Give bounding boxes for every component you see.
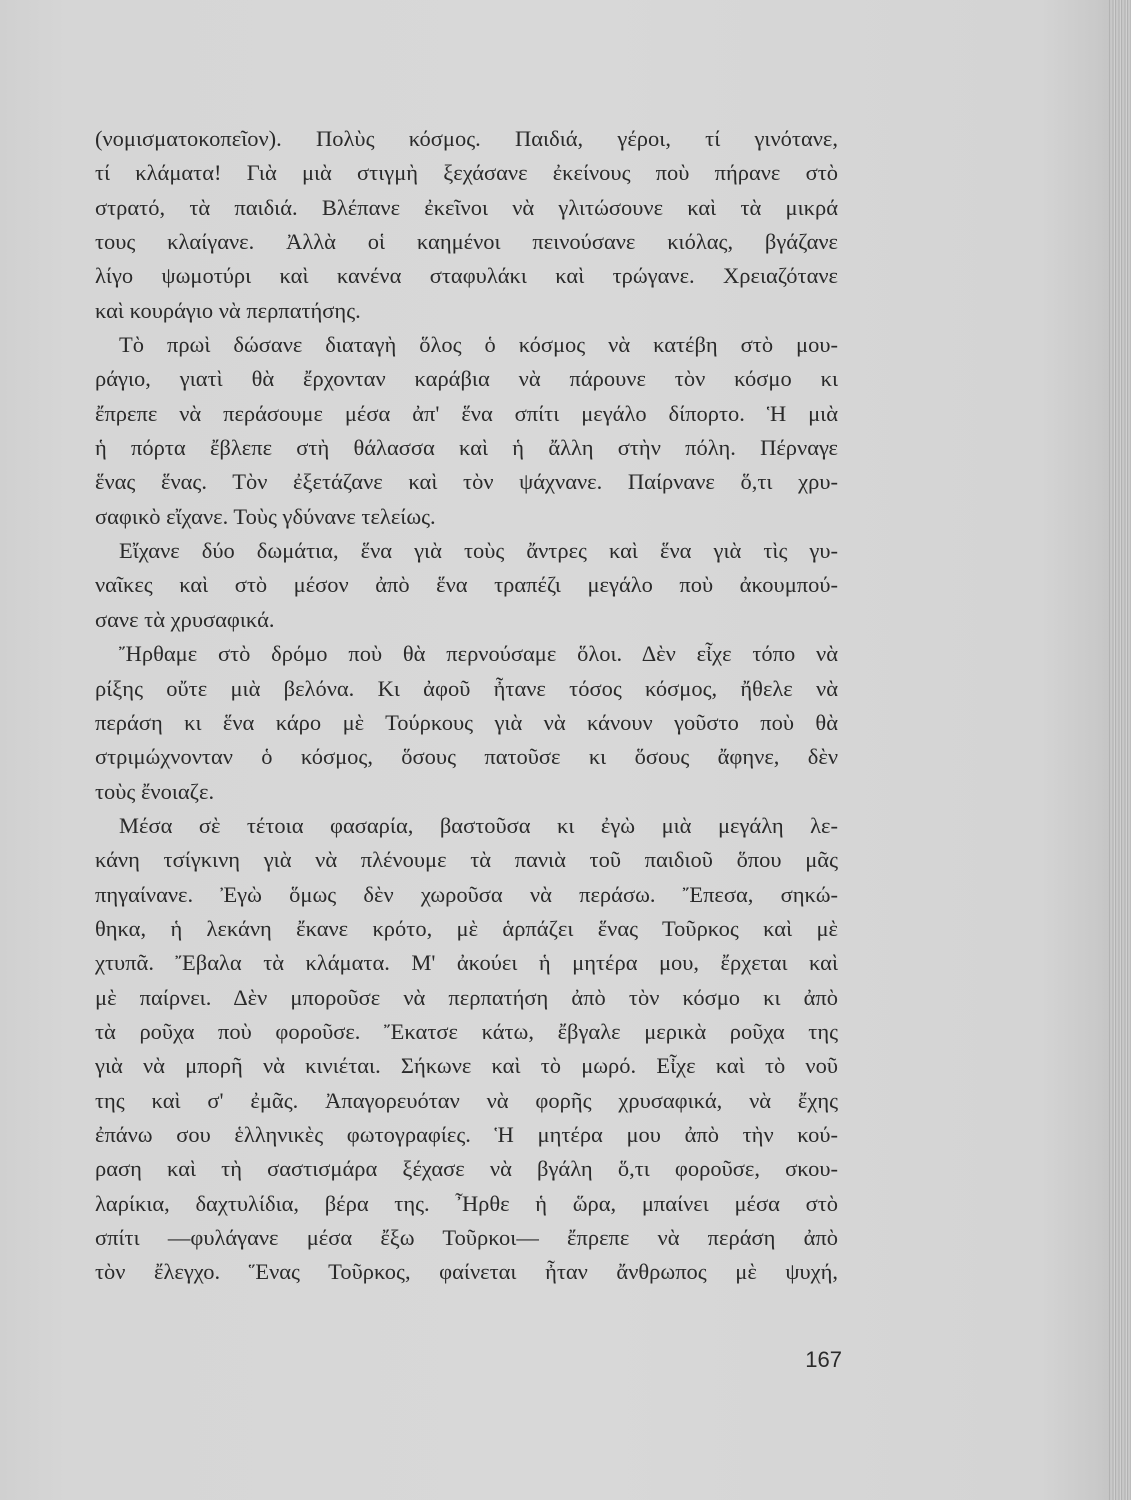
text-line: ἕνας ἕνας. Τὸν ἐξετάζανε καὶ τὸν ψάχνανε. Παίρνανε ὅ,τι χρυ- <box>95 469 838 495</box>
body-text <box>95 122 838 1290</box>
text-line: ραση καὶ τὴ σαστισμάρα ξέχασε νὰ βγάλη ὅ,τι φοροῦσε, σκου- <box>95 1156 838 1182</box>
text-line: (νομισματοκοπεῖον). Πολὺς κόσμος. Παιδιά, γέροι, τί γινότανε, <box>95 126 838 151</box>
text-line: Μέσα σὲ τέτοια φασαρία, βαστοῦσα κι ἐγὼ μιὰ μεγάλη λε- <box>119 812 838 838</box>
text-line: σαφικὸ εἴχανε. Τοὺς γδύνανε τελείως. <box>95 503 436 529</box>
text-line: της καὶ σ' ἐμᾶς. Ἀπαγορευόταν νὰ φορῆς χρυσαφικά, νὰ ἔχης <box>95 1087 838 1113</box>
text-line: ναῖκες καὶ στὸ μέσον ἀπὸ ἕνα τραπέζι μεγάλο ποὺ ἀκουμπού- <box>95 572 838 598</box>
text-line: τοὺς ἔνοιαζε. <box>95 778 215 804</box>
text-line: σανε τὰ χρυσαφικά. <box>95 606 275 632</box>
text-line: ράγιο, γιατὶ θὰ ἔρχονταν καράβια νὰ πάρουνε τὸν κόσμο κι <box>95 366 838 392</box>
text-line: ἔπρεπε νὰ περάσουμε μέσα ἀπ' ἕνα σπίτι μεγάλο δίπορτο. Ἡ μιὰ <box>95 400 838 426</box>
text-line: τί κλάματα! Γιὰ μιὰ στιγμὴ ξεχάσανε ἐκείνους ποὺ πήρανε στὸ <box>95 160 838 186</box>
page-edge <box>1109 0 1131 1500</box>
text-line: στρατό, τὰ παιδιά. Βλέπανε ἐκεῖνοι νὰ γλιτώσουνε καὶ τὰ μικρά <box>95 194 838 220</box>
text-line: καὶ κουράγιο νὰ περπατήσης. <box>95 297 361 323</box>
text-line: ρίξης οὔτε μιὰ βελόνα. Κι ἀφοῦ ἦτανε τόσος κόσμος, ἤθελε νὰ <box>95 675 838 701</box>
text-line: λίγο ψωμοτύρι καὶ κανένα σταφυλάκι καὶ τρώγανε. Χρειαζότανε <box>95 263 838 289</box>
text-line: τὸν ἔλεγχο. Ἕνας Τοῦρκος, φαίνεται ἦταν ἄνθρωπος μὲ ψυχή, <box>95 1259 838 1285</box>
text-line: ἡ πόρτα ἔβλεπε στὴ θάλασσα καὶ ἡ ἄλλη στὴν πόλη. Πέρναγε <box>95 435 838 461</box>
page-number: 167 <box>805 1347 842 1372</box>
text-line: τους κλαίγανε. Ἀλλὰ οἱ καημένοι πεινούσανε κιόλας, βγάζανε <box>95 229 838 255</box>
text-line: περάση κι ἕνα κάρο μὲ Τούρκους γιὰ νὰ κάνουν γοῦστο ποὺ θὰ <box>95 709 838 735</box>
text-line: σπίτι —φυλάγανε μέσα ἔξω Τοῦρκοι— ἔπρεπε νὰ περάση ἀπὸ <box>95 1225 838 1250</box>
text-line: Εἴχανε δύο δωμάτια, ἕνα γιὰ τοὺς ἄντρες καὶ ἕνα γιὰ τὶς γυ- <box>119 538 838 564</box>
text-line: Τὸ πρωὶ δώσανε διαταγὴ ὅλος ὁ κόσμος νὰ κατέβη στὸ μου- <box>119 332 838 358</box>
text-line: μὲ παίρνει. Δὲν μποροῦσε νὰ περπατήση ἀπὸ τὸν κόσμο κι ἀπὸ <box>95 984 838 1010</box>
text-line: ἐπάνω σου ἑλληνικὲς φωτογραφίες. Ἡ μητέρα μου ἀπὸ τὴν κού- <box>95 1121 838 1147</box>
text-line: τὰ ροῦχα ποὺ φοροῦσε. Ἔκατσε κάτω, ἔβγαλε μερικὰ ροῦχα της <box>95 1018 838 1044</box>
text-line: χτυπᾶ. Ἔβαλα τὰ κλάματα. Μ' ἀκούει ἡ μητέρα μου, ἔρχεται καὶ <box>95 950 838 976</box>
text-line: λαρίκια, δαχτυλίδια, βέρα της. Ἦρθε ἡ ὥρα, μπαίνει μέσα στὸ <box>95 1190 838 1216</box>
text-line: κάνη τσίγκινη γιὰ νὰ πλένουμε τὰ πανιὰ τοῦ παιδιοῦ ὅπου μᾶς <box>95 847 838 873</box>
text-line: θηκα, ἡ λεκάνη ἔκανε κρότο, μὲ ἁρπάζει ἕνας Τοῦρκος καὶ μὲ <box>95 915 838 941</box>
text-line: στριμώχνονταν ὁ κόσμος, ὅσους πατοῦσε κι ὅσους ἄφηνε, δὲν <box>95 744 838 770</box>
text-line: γιὰ νὰ μπορῆ νὰ κινιέται. Σήκωνε καὶ τὸ μωρό. Εἶχε καὶ τὸ νοῦ <box>95 1053 838 1079</box>
text-line: Ἤρθαμε στὸ δρόμο ποὺ θὰ περνούσαμε ὅλοι. Δὲν εἶχε τόπο νὰ <box>119 641 838 667</box>
text-line: πηγαίνανε. Ἐγὼ ὅμως δὲν χωροῦσα νὰ περάσω. Ἔπεσα, σηκώ- <box>95 881 838 907</box>
